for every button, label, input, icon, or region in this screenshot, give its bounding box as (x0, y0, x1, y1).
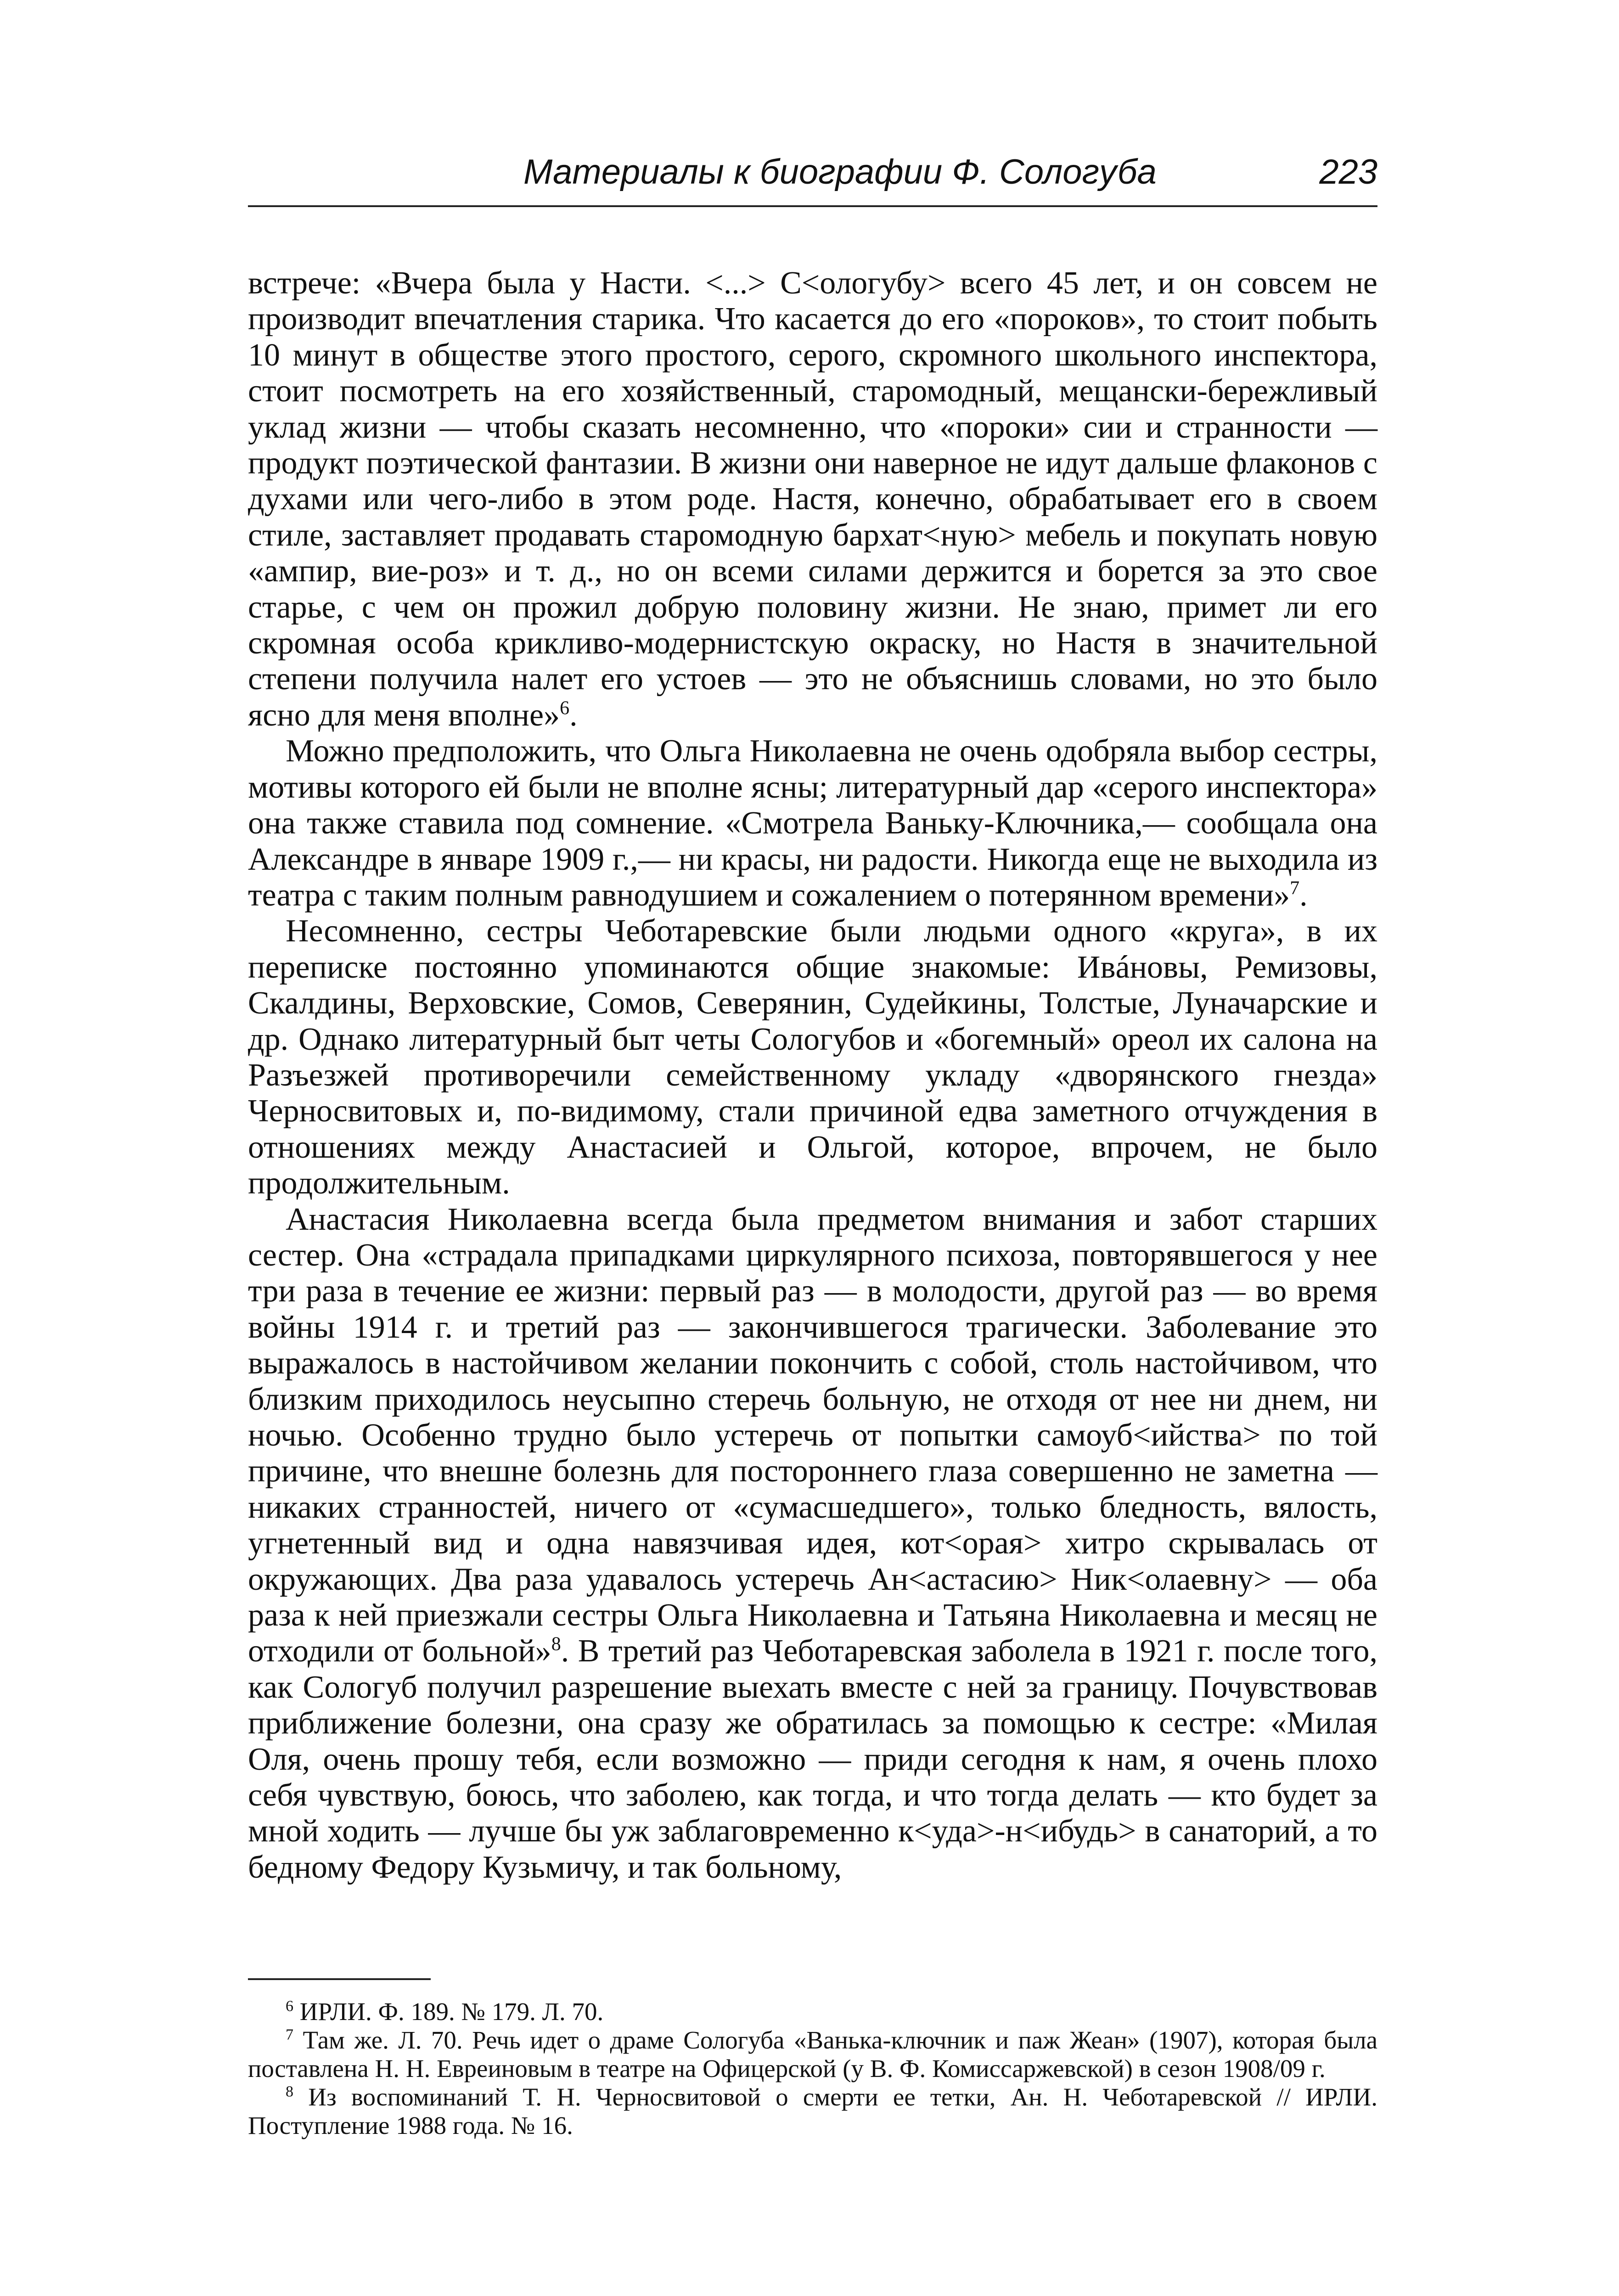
footnote-text: ИРЛИ. Ф. 189. № 179. Л. 70. (299, 1998, 604, 2026)
main-text (248, 265, 1377, 1885)
footnote-number: 7 (286, 2026, 294, 2043)
paragraph-text: Можно предположить, что Ольга Николаевна не очень одобряла выбор сестры, мотивы которого ей были не вполне ясны; литературный дар «серого инспектора» она также ставила под сомнение. «Смотрела Ваньку-Ключника,— сообщала она Александре в январе 1909 г.,— ни красы, ни радости. Никогда еще не выходила из театра с таким полным равнодушием и сожалением о потерянном времени» (248, 733, 1377, 913)
paragraph-text: встрече: «Вчера была у Насти. <...> С<ологубу> всего 45 лет, и он совсем не производит впечатления старика. Что касается до его «пороков», то стоит побыть 10 минут в обществе этого простого, серого, скромного школьного инспектора, стоит посмотреть на его хозяйственный, старомодный, мещански-бережливый уклад жизни — чтобы сказать несомненно, что «пороки» сии и странности — продукт поэтической фантазии. В жизни они наверное не идут дальше флаконов с духами или чего-либо в этом роде. Настя, конечно, обрабатывает его в своем стиле, заставляет продавать старомодную бархат<ную> мебель и покупать новую «ампир, вие-роз» и т. д., но он всеми силами держится и борется за это свое старье, с чем он прожил добрую половину жизни. Не знаю, примет ли его скромная особа крикливо-модернистскую окраску, но Настя в значительной степени получила налет его устоев — это не объяснишь словами, но это было ясно для меня вполне» (248, 265, 1377, 733)
footnote-reference: 6 (560, 698, 570, 719)
paragraph (248, 1202, 1377, 1886)
footnote-reference: 8 (551, 1634, 561, 1655)
paragraph-text: Анастасия Николаевна всегда была предметом внимания и забот старших сестер. Она «страдала припадками циркулярного психоза, повторявшегося у нее три раза в течение ее жизни: первый раз — в молодости, другой раз — во время войны 1914 г. и третий раз — закончившегося трагически. Заболевание это выражалось в настойчивом желании покончить с собой, столь настойчивом, что близким приходилось неусыпно стеречь больную, не отходя от нее ни днем, ни ночью. Особенно трудно было устеречь от попытки самоуб<ийства> по той причине, что внешне болезнь для постороннего глаза совершенно не заметна — никаких странностей, ничего от «сумасшедшего», только бледность, вялость, угнетенный вид и одна навязчивая идея, кот<орая> хитро скрывалась от окружающих. Два раза удавалось устеречь Ан<астасию> Ник<олаевну> — оба раза к ней приезжали сестры Ольга Николаевна и Татьяна Николаевна и месяц не отходили от больной» (248, 1201, 1377, 1669)
paragraph: Можно предположить, что Ольга Николаевна не очень одобряла выбор сестры, мотивы которого ей были не вполне ясны; литературный дар «серого инспектора» она также ставила под сомнение. «Смотрела Ваньку-Ключника,— сообщала она Александре в январе 1909 г.,— ни красы, ни радости. Никогда еще не выходила из театра с таким полным равнодушием и сожалением о потерянном времени»$^7$. (248, 733, 1377, 913)
running-header (248, 152, 1377, 202)
paragraph-text: . В третий раз Чеботаревская заболела в 1921 г. после того, как Сологуб получил разрешение выехать вместе с ней за границу. Почувствовав приближение болезни, она сразу же обратилась за помощью к сестре: «Милая Оля, очень прошу тебя, если возможно — приди сегодня к нам, я очень плохо себя чувствую, боюсь, что заболею, как тогда, и что тогда делать — кто будет за мной ходить — лучше бы уж заблаговременно к<уда>-н<ибудь> в санаторий, а то бедному Федору Кузьмичу, и так больному, (248, 1633, 1377, 1885)
footnote-text: Там же. Л. 70. Речь идет о драме Сологуба «Ванька-ключник и паж Жеан» (1907), которая была поставлена Н. Н. Евреиновым в театре на Офицерской (у В. Ф. Комиссаржевской) в сезон 1908/09 г. (248, 2026, 1378, 2082)
header-rule (248, 205, 1377, 207)
footnote (248, 2026, 1377, 2083)
paragraph-text: Несомненно, сестры Чеботаревские были людьми одного «круга», в их переписке постоянно упоминаются общие знакомые: Ивáновы, Ремизовы, Скалдины, Верховские, Сомов, Северянин, Судейкины, Толстые, Луначарские и др. Однако литературный быт четы Сологубов и «богемный» ореол их салона на Разъезжей противоречили семейственному укладу «дворянского гнезда» Черносвитовых и, по-видимому, стали причиной едва заметного отчуждения в отношениях между Анастасией и Ольгой, которое, впрочем, не было продолжительным. (248, 913, 1377, 1201)
footnote-rule (248, 1978, 431, 1980)
footnote-number: 6 (286, 1998, 294, 2015)
footnotes (248, 1998, 1377, 2140)
paragraph: встрече: «Вчера была у Насти. <...> С<ологубу> всего 45 лет, и он совсем не производит впечатления старика. Что касается до его «пороков», то стоит побыть 10 минут в обществе этого простого, серого, скромного школьного инспектора, стоит посмотреть на его хозяйственный, старомодный, мещански-бережливый уклад жизни — чтобы сказать несомненно, что «пороки» сии и странности — продукт поэтической фантазии. В жизни они наверное не идут дальше флаконов с духами или чего-либо в этом роде. Настя, конечно, обрабатывает его в своем стиле, заставляет продавать старомодную бархат<ную> мебель и покупать новую «ампир, вие-роз» и т. д., но он всеми силами держится и борется за это свое старье, с чем он прожил добрую половину жизни. Не знаю, примет ли его скромная особа крикливо-модернистскую окраску, но Настя в значительной степени получила налет его устоев — это не объяснишь словами, но это было ясно для меня вполне»$^6$. (248, 265, 1377, 733)
page-number: 223 (1319, 152, 1377, 191)
footnote-text: Из воспоминаний Т. Н. Черносвитовой о смерти ее тетки, Ан. Н. Чеботаревской // ИРЛИ. Поступление 1988 года. № 16. (248, 2083, 1377, 2139)
footnote (248, 1998, 1377, 2026)
footnote (248, 2083, 1377, 2140)
paragraph (248, 913, 1377, 1201)
running-title: Материалы к биографии Ф. Сологуба (523, 152, 1157, 191)
footnote-reference: 7 (1290, 878, 1300, 899)
footnote-number: 8 (286, 2083, 294, 2100)
